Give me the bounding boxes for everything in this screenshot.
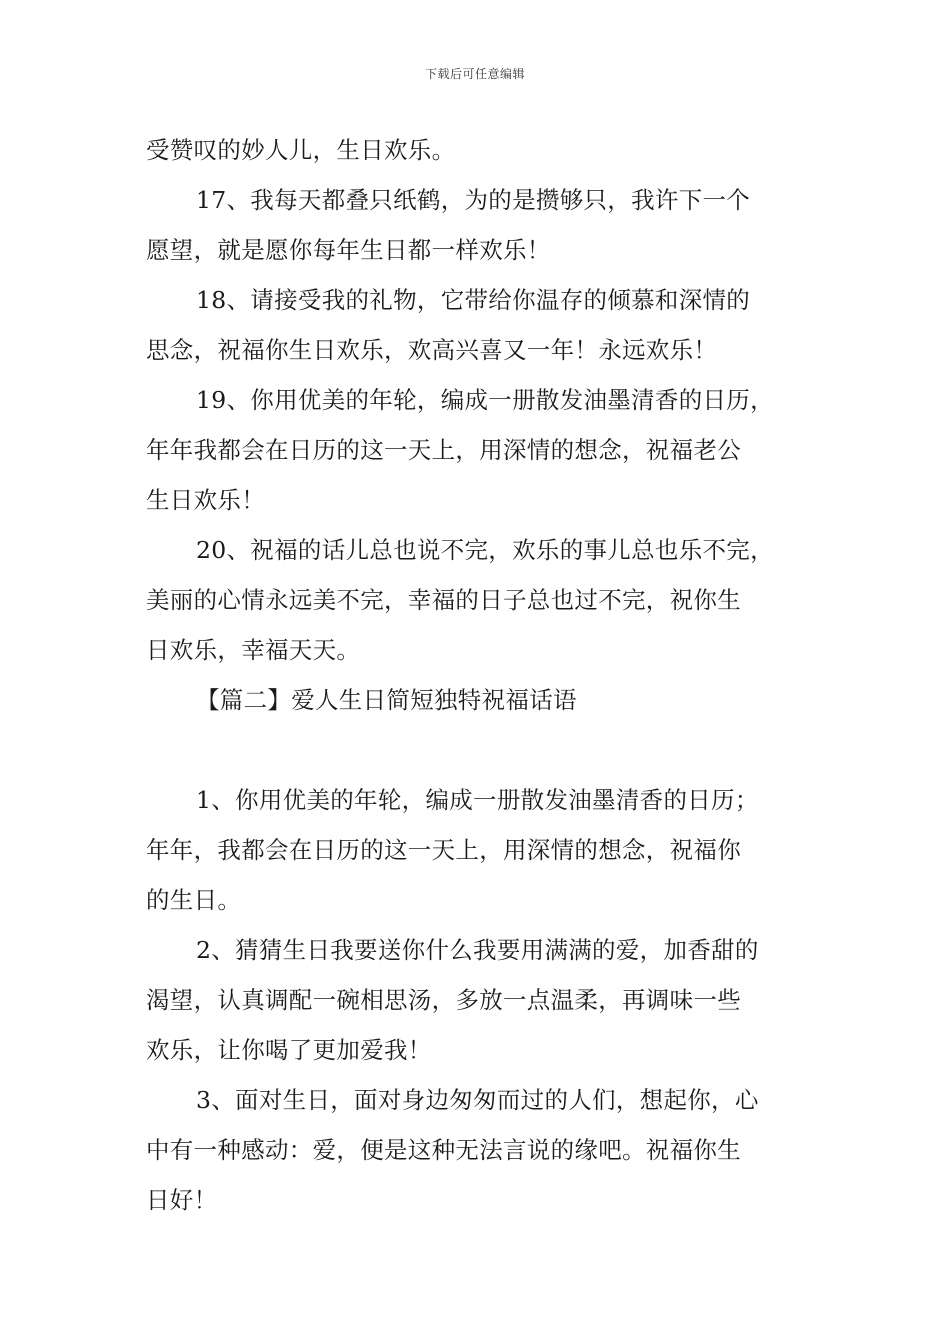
text-line: 年年我都会在日历的这一天上，用深情的想念，祝福老公 — [146, 436, 741, 464]
paragraph-20-start: 20、祝福的话儿总也说不完，欢乐的事儿总也乐不完， — [196, 536, 774, 564]
text-line: 思念，祝福你生日欢乐，欢高兴喜又一年！永远欢乐！ — [146, 336, 718, 364]
blank-line — [146, 725, 810, 775]
text-line: 渴望，认真调配一碗相思汤，多放一点温柔，再调味一些 — [146, 986, 741, 1014]
paragraph-19-start: 19、你用优美的年轮，编成一册散发油墨清香的日历， — [196, 386, 774, 414]
text-line: 美丽的心情永远美不完，幸福的日子总也过不完，祝你生 — [146, 586, 741, 614]
item-3-start: 3、面对生日，面对身边匆匆而过的人们，想起你，心 — [196, 1086, 759, 1114]
paragraph-18-start: 18、请接受我的礼物，它带给你温存的倾慕和深情的 — [196, 286, 751, 314]
text-line: 日好！ — [146, 1186, 218, 1214]
text-line: 受赞叹的妙人儿，生日欢乐。 — [146, 136, 456, 164]
paragraph-17-start: 17、我每天都叠只纸鹤，为的是攒够只，我许下一个 — [196, 186, 751, 214]
document-body — [146, 125, 810, 1225]
text-line: 生日欢乐！ — [146, 486, 265, 514]
text-line: 愿望，就是愿你每年生日都一样欢乐！ — [146, 236, 551, 264]
item-1-start: 1、你用优美的年轮，编成一册散发油墨清香的日历； — [196, 786, 759, 814]
item-2-start: 2、猜猜生日我要送你什么我要用满满的爱，加香甜的 — [196, 936, 759, 964]
text-line: 日欢乐，幸福天天。 — [146, 636, 361, 664]
text-line: 欢乐，让你喝了更加爱我！ — [146, 1036, 432, 1064]
text-line: 年年，我都会在日历的这一天上，用深情的想念，祝福你 — [146, 836, 741, 864]
section-heading: 【篇二】爱人生日简短独特祝福话语 — [196, 686, 577, 714]
text-line: 中有一种感动：爱，便是这种无法言说的缘吧。祝福你生 — [146, 1136, 741, 1164]
page-header: 下载后可任意编辑 — [424, 67, 525, 81]
text-line: 的生日。 — [146, 886, 242, 914]
